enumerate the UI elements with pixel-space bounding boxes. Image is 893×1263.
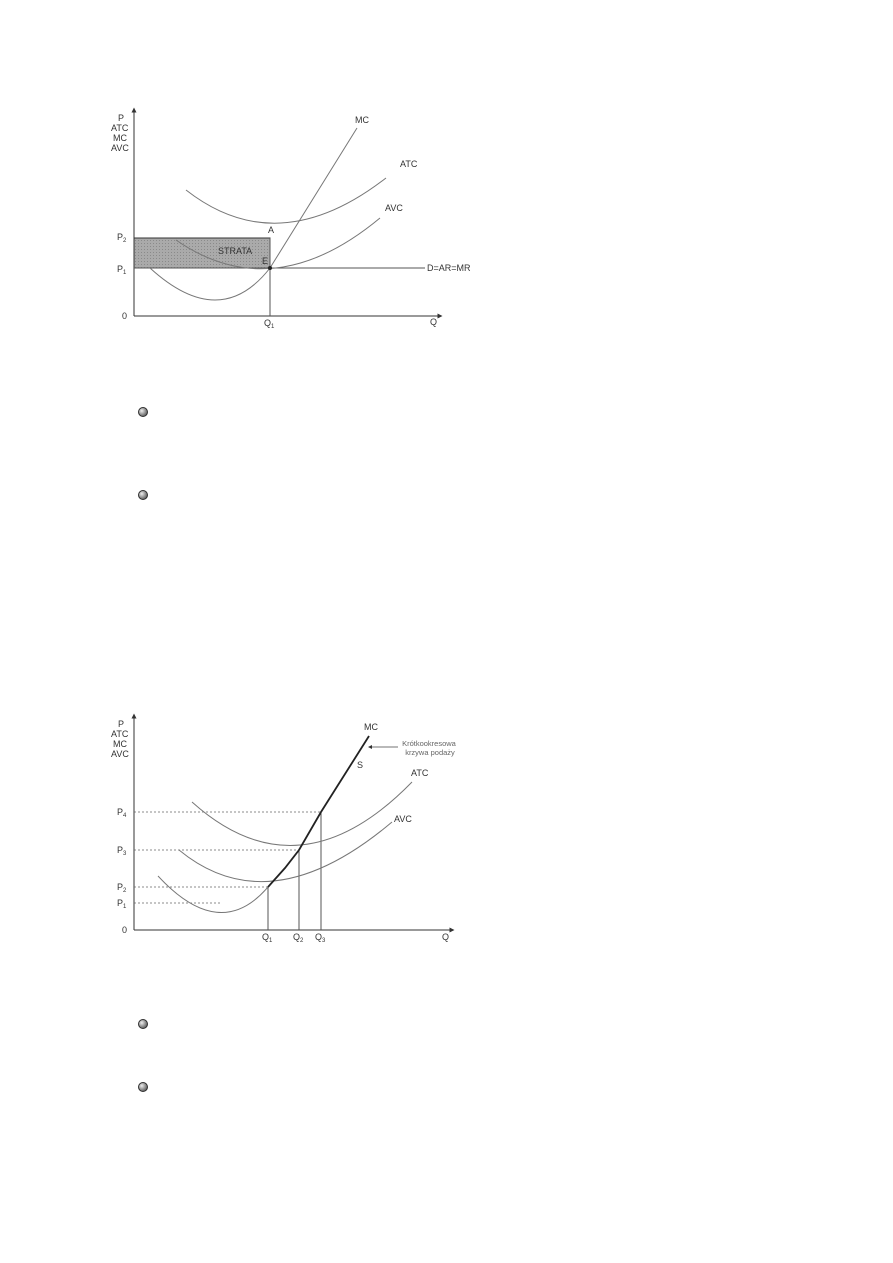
x-axis-label: Q	[442, 932, 450, 942]
y-axis-label: ATC	[111, 729, 129, 739]
sphere-bullet-icon	[138, 407, 148, 417]
y-axis-title	[111, 719, 131, 759]
demand-label: D=AR=MR	[427, 263, 471, 273]
sphere-bullet-icon	[138, 1019, 148, 1029]
avc-label: AVC	[394, 814, 412, 824]
avc-curve	[179, 822, 392, 882]
origin-label: 0	[122, 925, 128, 935]
price-label-p1: $P_1$	[117, 898, 127, 910]
y-axis-title	[111, 113, 131, 153]
sphere-bullet-icon	[138, 490, 148, 500]
y-axis-label: AVC	[111, 749, 129, 759]
supply-diagram	[0, 700, 893, 980]
y-axis-label: P	[118, 113, 124, 123]
atc-label: ATC	[411, 768, 429, 778]
price-label-p4: $P_4$	[117, 807, 127, 819]
avc-label: AVC	[385, 203, 403, 213]
y-axis-label: ATC	[111, 123, 129, 133]
supply-curve	[268, 736, 369, 887]
atc-curve	[186, 178, 386, 223]
y-axis-label: P	[118, 719, 124, 729]
sphere-bullet-icon	[138, 1082, 148, 1092]
price-label-p2: $P_2$	[117, 882, 127, 894]
quantity-label-q1: $Q_1$	[262, 932, 273, 944]
quantity-label-q3: $Q_3$	[315, 932, 326, 944]
loss-area-label: STRATA	[218, 246, 253, 256]
annotation-line: Krótkookresowa	[402, 739, 456, 748]
price-label-p2: $P_2$	[117, 232, 127, 244]
price-label-p1: $P_1$	[117, 264, 127, 276]
point-e	[268, 266, 272, 270]
atc-label: ATC	[400, 159, 418, 169]
y-axis-label: AVC	[111, 143, 129, 153]
annotation-line: krzywa podaży	[405, 748, 455, 757]
point-a-label: A	[268, 225, 275, 235]
point-e-label: E	[262, 256, 269, 266]
supply-label: S	[357, 760, 364, 770]
x-axis-label: Q	[430, 317, 438, 327]
price-label-p3: $P_3$	[117, 845, 127, 857]
y-axis-label: MC	[113, 133, 127, 143]
mc-label: MC	[364, 722, 378, 732]
mc-curve	[150, 128, 357, 300]
atc-curve	[192, 782, 412, 845]
quantity-label-q2: $Q_2$	[293, 932, 304, 944]
annotation-text	[402, 739, 458, 757]
loss-diagram	[0, 0, 893, 360]
quantity-label-q1: $Q_1$	[264, 318, 275, 330]
mc-label: MC	[355, 115, 369, 125]
y-axis-label: MC	[113, 739, 127, 749]
origin-label: 0	[122, 311, 128, 321]
